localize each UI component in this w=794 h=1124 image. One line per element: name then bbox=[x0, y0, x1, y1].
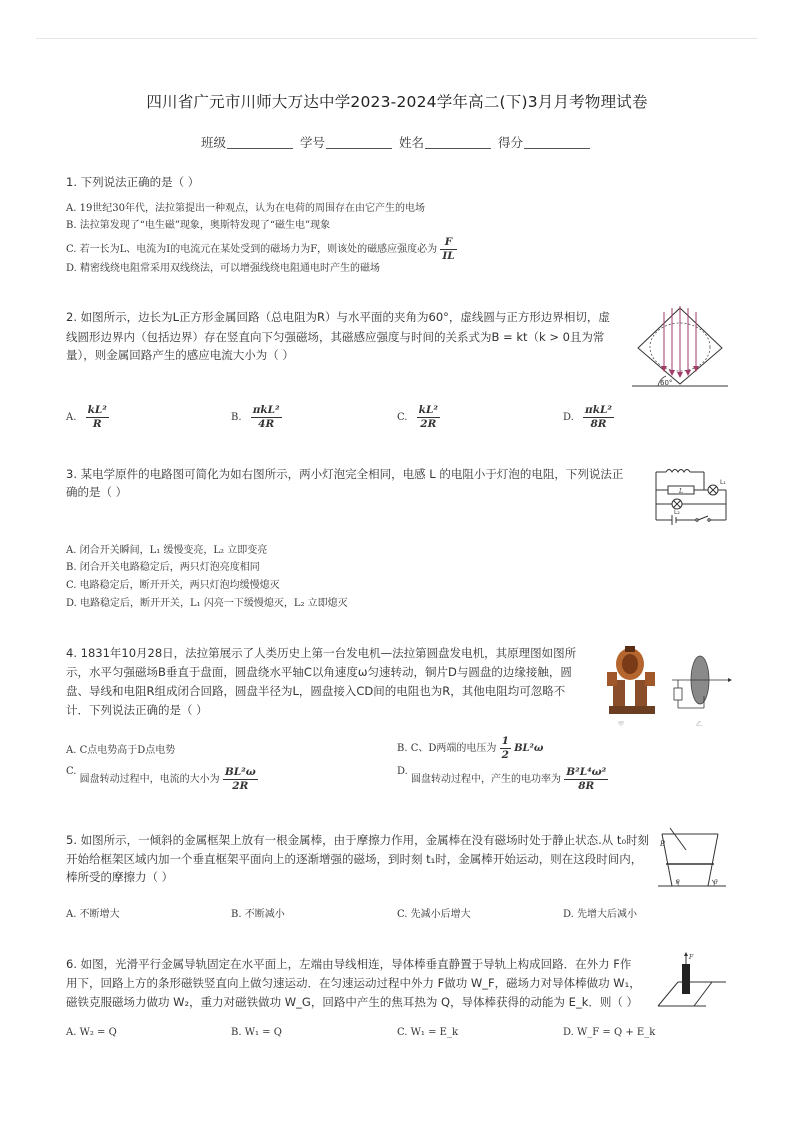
q4-figure-label-1: 甲 bbox=[618, 721, 625, 728]
q2-option-d[interactable] bbox=[563, 404, 614, 431]
q4-option-b-fraction bbox=[500, 735, 511, 762]
q5-stem-line3: 棒所受的摩擦力（ ） bbox=[66, 870, 174, 884]
option-label: A. bbox=[66, 412, 77, 423]
q4-option-b-text: B. C、D两端的电压为 bbox=[397, 743, 497, 754]
fraction-numerator: F bbox=[440, 236, 456, 250]
q1-option-b[interactable]: B. 法拉第发现了“电生磁”现象，奥斯特发现了“磁生电”现象 bbox=[66, 220, 331, 231]
header-rule bbox=[36, 38, 758, 39]
q6-option-a[interactable]: A. W₂ = Q bbox=[66, 1027, 117, 1038]
q3-stem-line1: 3. 某电学原件的电路图可简化为如右图所示，两小灯泡完全相同，电感 L 的电阻小于灯泡的电阻，下列说法正 bbox=[66, 467, 624, 481]
fraction-denominator: 2R bbox=[232, 780, 249, 792]
q5-stem-line1: 5. 如图所示，一倾斜的金属框架上放有一根金属棒，由于摩擦力作用，金属棒在没有磁场时处于静止状态.从 t₀时刻 bbox=[66, 833, 650, 847]
q2-option-b[interactable] bbox=[231, 404, 282, 431]
q2-option-a[interactable] bbox=[66, 404, 109, 431]
q4-stem-line3: 盘、导线和电阻R组成闭合回路，圆盘半径为L，圆盘接入CD间的电阻也为R，其他电阻均可忽略不 bbox=[66, 684, 566, 698]
q4-stem-line4: 计．下列说法正确的是（ ） bbox=[66, 703, 208, 717]
q5-figure-inclined-frame bbox=[656, 826, 728, 894]
q3-inductor-label: L bbox=[679, 488, 683, 495]
q4-stem-line1: 4. 1831年10月28日，法拉第展示了人类历史上第一台发电机—法拉第圆盘发电机，其原理图如图所 bbox=[66, 646, 577, 660]
fraction-numerator: B²L⁴ω² bbox=[566, 766, 607, 778]
q3-lamp2-label: L₂ bbox=[674, 509, 680, 516]
q1-option-a[interactable]: A. 19世纪30年代，法拉第提出一种观点，认为在电荷的周围存在由它产生的电场 bbox=[66, 203, 426, 214]
option-label: D. bbox=[397, 766, 408, 777]
q1-option-c-fraction bbox=[440, 236, 456, 263]
q2-stem-line3: 量），则金属回路产生的感应电流大小为（ ） bbox=[66, 348, 294, 362]
q4-option-d-text: 圆盘转动过程中，产生的电功率为 bbox=[411, 774, 562, 785]
fraction-denominator: 4R bbox=[258, 418, 275, 430]
q6-force-label: F bbox=[689, 954, 694, 961]
q2-stem-line2: 线圆形边界内（包括边界）存在竖直向下匀强磁场，其磁感应强度与时间的关系式为B = kt（k > 0且为常 bbox=[66, 330, 605, 344]
q2-option-c-fraction bbox=[417, 404, 440, 431]
q2-stem-line1: 2. 如图所示，边长为L正方形金属回路（总电阻为R）与水平面的夹角为60°，虚线圆与正方形边界相切，虚 bbox=[66, 310, 610, 324]
fraction-denominator: R bbox=[92, 418, 102, 430]
fraction-denominator: 2 bbox=[501, 749, 509, 761]
fraction-numerator: kL² bbox=[87, 404, 107, 416]
fraction-denominator: 8R bbox=[590, 418, 607, 430]
q3-stem-line2: 确的是（ ） bbox=[66, 485, 128, 499]
q2-option-c[interactable] bbox=[397, 404, 440, 431]
q3-option-b[interactable]: B. 闭合开关电路稳定后，两只灯泡亮度相同 bbox=[66, 562, 260, 573]
q2-option-b-fraction bbox=[251, 404, 282, 431]
q5-option-b[interactable]: B. 不断减小 bbox=[231, 909, 285, 920]
page-title: 四川省广元市川师大万达中学2023-2024学年高二(下)3月月考物理试卷 bbox=[146, 93, 648, 111]
q5-option-a[interactable]: A. 不断增大 bbox=[66, 909, 120, 920]
option-label: B. bbox=[231, 412, 242, 423]
q5-angle-label-left: θ bbox=[676, 879, 680, 886]
q4-option-d[interactable] bbox=[397, 766, 608, 793]
q4-option-b[interactable] bbox=[397, 735, 543, 762]
q4-figure-generator-photo bbox=[605, 642, 659, 728]
q6-figure-magnet-rails bbox=[654, 952, 732, 1012]
q5-angle-label-right: θ bbox=[714, 879, 718, 886]
q6-stem-line1: 6. 如图，光滑平行金属导轨固定在水平面上，左端由导线相连，导体棒垂直静置于导轨上构成回路．在外力 F作 bbox=[66, 957, 632, 971]
q3-option-a[interactable]: A. 闭合开关瞬间，L₁ 缓慢变亮，L₂ 立即变亮 bbox=[66, 545, 268, 556]
q4-stem-line2: 示，水平匀强磁场B垂直于盘面，圆盘绕水平轴C以角速度ω匀速转动，铜片D与圆盘的边缘接触，圆 bbox=[66, 665, 572, 679]
fraction-denominator: 2R bbox=[420, 418, 437, 430]
info-name-label: 姓名 bbox=[398, 135, 424, 150]
q4-option-c-text: 圆盘转动过程中，电流的大小为 bbox=[79, 774, 220, 785]
q5-option-c[interactable]: C. 先减小后增大 bbox=[397, 909, 471, 920]
fraction-denominator: 8R bbox=[578, 780, 595, 792]
q5-field-label: B bbox=[660, 840, 666, 848]
q4-option-d-fraction bbox=[564, 766, 608, 793]
q4-option-c-fraction bbox=[223, 766, 258, 793]
fraction-numerator: πkL² bbox=[252, 404, 280, 416]
q6-option-c[interactable]: C. W₁ = E_k bbox=[397, 1027, 459, 1038]
q1-option-c-text: C. 若一长为L、电流为I的电流元在某处受到的磁场力为F，则该处的磁感应强度必为 bbox=[66, 244, 438, 255]
info-score-label: 得分 bbox=[497, 135, 523, 150]
q6-option-b[interactable]: B. W₁ = Q bbox=[231, 1027, 282, 1038]
q6-stem-line3: 磁铁克服磁场力做功 W₂，重力对磁铁做功 W_G，回路中产生的焦耳热为 Q，导体棒获得的动能为 E_k．则（ ） bbox=[66, 995, 639, 1009]
fraction-numerator: πkL² bbox=[585, 404, 612, 416]
q3-option-c[interactable]: C. 电路稳定后，断开开关，两只灯泡均缓慢熄灭 bbox=[66, 580, 280, 591]
q3-option-d[interactable]: D. 电路稳定后，断开开关，L₁ 闪亮一下缓慢熄灭，L₂ 立即熄灭 bbox=[66, 598, 348, 609]
q2-figure-square-loop bbox=[630, 304, 730, 390]
q5-stem-line2: 开始给框架区域内加一个垂直框架平面向上的逐渐增强的磁场，到时刻 t₁时，金属棒开始运动，则在这段时间内， bbox=[66, 852, 643, 866]
q4-figure-disk-diagram bbox=[670, 646, 732, 728]
info-id-label: 学号 bbox=[299, 135, 325, 150]
q4-option-b-tail: BL²ω bbox=[514, 743, 544, 754]
q2-angle-label: 60° bbox=[660, 379, 673, 387]
q6-option-d[interactable]: D. W_F = Q + E_k bbox=[563, 1027, 656, 1038]
q5-option-d[interactable]: D. 先增大后减小 bbox=[563, 909, 638, 920]
q4-figure-label-2: 乙 bbox=[696, 721, 703, 728]
q3-lamp1-label: L₁ bbox=[720, 479, 726, 486]
q1-option-d[interactable]: D. 精密线绕电阻常采用双线绕法，可以增强线绕电阻通电时产生的磁场 bbox=[66, 263, 381, 274]
fraction-numerator: kL² bbox=[418, 404, 438, 416]
q1-stem: 1. 下列说法正确的是（ ） bbox=[66, 175, 200, 189]
info-class-label: 班级 bbox=[200, 135, 226, 150]
q3-figure-circuit bbox=[646, 462, 730, 526]
q2-option-d-fraction bbox=[583, 404, 614, 431]
option-label: D. bbox=[563, 412, 574, 423]
student-info-line bbox=[0, 133, 794, 151]
q4-option-c[interactable] bbox=[66, 766, 258, 793]
q2-option-a-fraction bbox=[86, 404, 109, 431]
option-label: C. bbox=[66, 766, 77, 777]
fraction-denominator: IL bbox=[442, 250, 455, 262]
option-label: C. bbox=[397, 412, 408, 423]
fraction-numerator: BL²ω bbox=[224, 766, 256, 778]
fraction-numerator: 1 bbox=[501, 735, 509, 747]
info-score-blank[interactable] bbox=[524, 136, 590, 149]
q4-option-a[interactable]: A. C点电势高于D点电势 bbox=[66, 745, 176, 756]
q6-stem-line2: 用下，回路上方的条形磁铁竖直向上做匀速运动．在匀速运动过程中外力 F做功 W_F，磁场力对导体棒做功 W₁， bbox=[66, 976, 641, 990]
info-class-blank[interactable] bbox=[227, 136, 293, 149]
info-name-blank[interactable] bbox=[425, 136, 491, 149]
info-id-blank[interactable] bbox=[326, 136, 392, 149]
